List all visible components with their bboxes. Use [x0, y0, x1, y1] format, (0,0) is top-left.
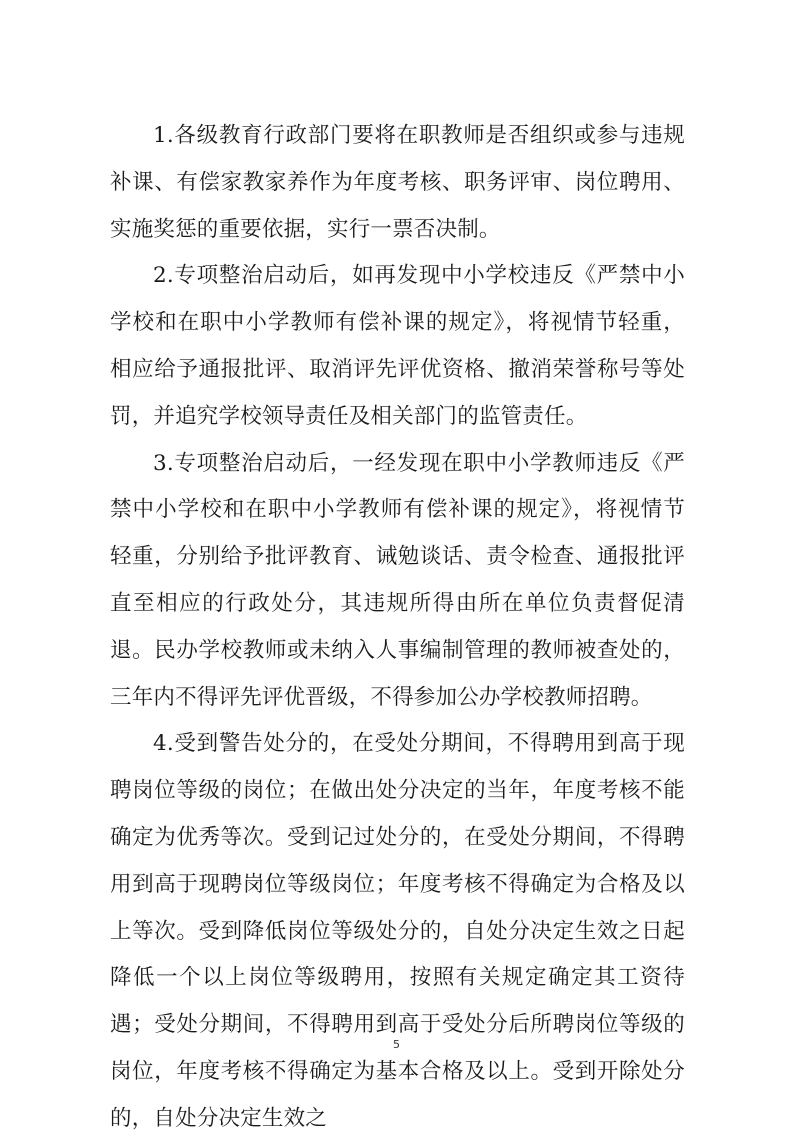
- paragraph-item-4: 4.受到警告处分的，在受处分期间，不得聘用到高于现聘岗位等级的岗位；在做出处分决定的当年，年度考核不能确定为优秀等次。受到记过处分的，在受处分期间，不得聘用到高于现聘岗位等级岗位；年度考核不得确定为合格及以上等次。受到降低岗位等级处分的，自处分决定生效之日起降低一个以上岗位等级聘用，按照有关规定确定其工资待遇；受处分期间，不得聘用到高于受处分后所聘岗位等级的岗位，年度考核不得确定为基本合格及以上。受到开除处分的，自处分决定生效之: [110, 731, 685, 1131]
- document-body: [110, 113, 685, 1143]
- paragraph-item-1: 1.各级教育行政部门要将在职教师是否组织或参与违规补课、有偿家教家养作为年度考核、职务评审、岗位聘用、实施奖惩的重要依据，实行一票否决制。: [110, 123, 685, 242]
- paragraph-item-3: 3.专项整治启动后，一经发现在职中小学教师违反《严禁中小学校和在职中小学教师有偿补课的规定》，将视情节轻重，分别给予批评教育、诫勉谈话、责令检查、通报批评直至相应的行政处分，其违规所得由所在单位负责督促清退。民办学校教师或未纳入人事编制管理的教师被查处的，三年内不得评先评优晋级，不得参加公办学校教师招聘。: [110, 450, 685, 710]
- paragraph-item-2: 2.专项整治启动后，如再发现中小学校违反《严禁中小学校和在职中小学教师有偿补课的规定》，将视情节轻重，相应给予通报批评、取消评先评优资格、撤消荣誉称号等处罚，并追究学校领导责任及相关部门的监管责任。: [110, 263, 685, 429]
- page-number: 5: [393, 1038, 400, 1051]
